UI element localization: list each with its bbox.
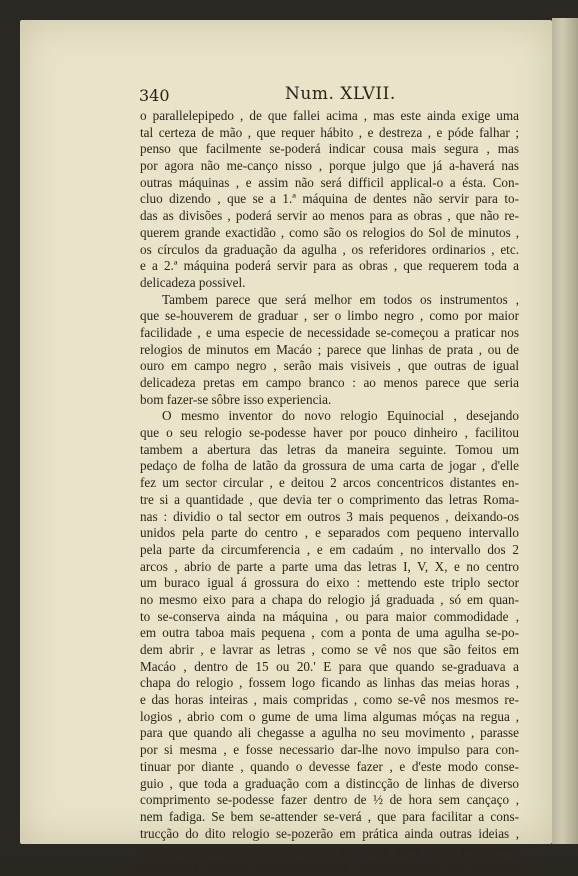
text-line: facilidade , e uma especie de necessidade se-começou a praticar nos [140, 324, 519, 340]
text-line: tinuar por diante , quando o devesse fazer , e d'este modo conse- [140, 758, 519, 774]
text-line: para que quando ali chegasse a agulha no seu movimento , parasse [140, 725, 519, 741]
text-line: comprimento se-podesse fazer dentro de ½ de hora sem cançaço , [140, 792, 519, 808]
text-line: chapa do relogio , fossem logo ficando as linhas das meias horas , [140, 675, 519, 691]
text-line: comtudo a affirmar que sejão novas , deixando isso aos versados [140, 858, 519, 874]
text-line: delicadeza pretas em campo branco : ao menos parece que seria [140, 375, 519, 390]
text-line: das as divisões , poderá servir ao menos para as obras , que não re- [140, 208, 519, 224]
text-line: to se-conserva ainda na máquina , ou para maior commodidade , [140, 608, 519, 624]
text-line: O mesmo inventor do novo relogio Equinocial , desejando [162, 408, 519, 424]
text-line: que sabendo que não forão tiradas de outra parte , não me-attrevo [140, 842, 519, 858]
text-line: bom fazer-se sôbre isso experiencia. [140, 391, 332, 407]
text-line: delicadeza possivel. [140, 274, 246, 290]
text-line: os círculos da graduação da agulha , os referidores ordinarios , etc. [140, 241, 519, 257]
text-line: tre si a quantidade , que devia ter o comprimento das letras Roma- [140, 491, 519, 507]
text-line: arcos , abrio de parte a parte uma das letras I, V, X, e no centro [140, 558, 519, 574]
text-line: no mesmo eixo para a chapa do relogio já graduada , só em quan- [140, 591, 519, 607]
text-line: por si mesma , e fosse necessario dar-lhe novo impulso para con- [140, 742, 519, 758]
page-number: 340 [139, 86, 170, 105]
text-line: tal certeza de mão , que requer hábito , e destreza , e póde falhar ; [140, 124, 519, 140]
text-line: ouro em campo negro , serão mais visiveis , que outras de igual [140, 358, 519, 374]
text-line: Tambem parece que será melhor em todos os instrumentos , [162, 291, 519, 307]
body-text [140, 108, 519, 876]
text-line: um buraco igual á grossura do eixo : mettendo este triplo sector [140, 575, 519, 591]
text-line: por agora não me-canço nisso , porque julgo que já a-haverá nas [140, 158, 519, 174]
text-line: trucção do dito relogio se-pozerão em prática ainda outras ideias , [140, 825, 519, 841]
text-line: querem grande exactidão , como são os relogios do Sol de minutos , [140, 224, 519, 240]
text-line: logios , abrio com o gume de uma lima algumas móças na regua , [140, 708, 519, 724]
adjacent-page-edge [552, 18, 578, 844]
text-line: cluo dizendo , que se a 1.ª máquina de dentes não servir para to- [140, 191, 519, 207]
text-line: fez um sector circular , e deitou 2 arcos concentricos distantes en- [140, 475, 519, 491]
text-line: pedaço de folha de latão da grossura de uma carta de jogar , d'elle [140, 458, 519, 474]
text-line: tambem a abertura das letras da maneira seguinte. Tomou um [140, 441, 519, 457]
text-line: outras máquinas , e assim não será difficil applical-o a ésta. Con- [140, 174, 519, 190]
running-head: Num. XLVII. [285, 84, 396, 104]
text-line: relogios de minutos em Macáo ; parece que linhas de prata , ou de [140, 341, 519, 357]
text-line: o parallelepipedo , de que fallei acima , mas este ainda exige uma [140, 108, 519, 123]
text-line: pela parte da circumferencia , e em cadaúm , no intervallo dos 2 [140, 541, 519, 557]
text-line: guio , que toda a graduação com a distincção de linhas de diverso [140, 775, 519, 791]
text-line: Macáo , dentro de 15 ou 20.' E para que quando se-graduava a [140, 658, 519, 674]
text-line: que o seu relogio se-podesse haver por pouco dinheiro , facilitou [140, 425, 519, 441]
text-line: e a 2.ª máquina poderá servir para as obras , que requerem toda a [140, 258, 519, 274]
text-line: e das horas inteiras , mais compridas , como se-vê nos mesmos re- [140, 692, 519, 708]
text-line: unidos pela parte do centro , e separados com pequeno intervallo [140, 525, 519, 541]
text-line: nas : dividio o tal sector em outros 3 mais pequenos , deixando-os [140, 508, 519, 524]
text-line: dem abrir , e lavrar as letras , como se vê nos que são feitos em [140, 642, 519, 657]
text-line: penso que facilmente se-poderá indicar cousa mais segura , mas [140, 141, 519, 157]
text-line: nem fadiga. Se bem se-attender se-verá , que para facilitar a cons- [140, 808, 519, 824]
text-line: em outra taboa mais pequena , com a ponta de uma agulha se-po- [140, 625, 519, 641]
text-line: que se-houverem de graduar , ser o limbo negro , como por maior [140, 308, 519, 324]
